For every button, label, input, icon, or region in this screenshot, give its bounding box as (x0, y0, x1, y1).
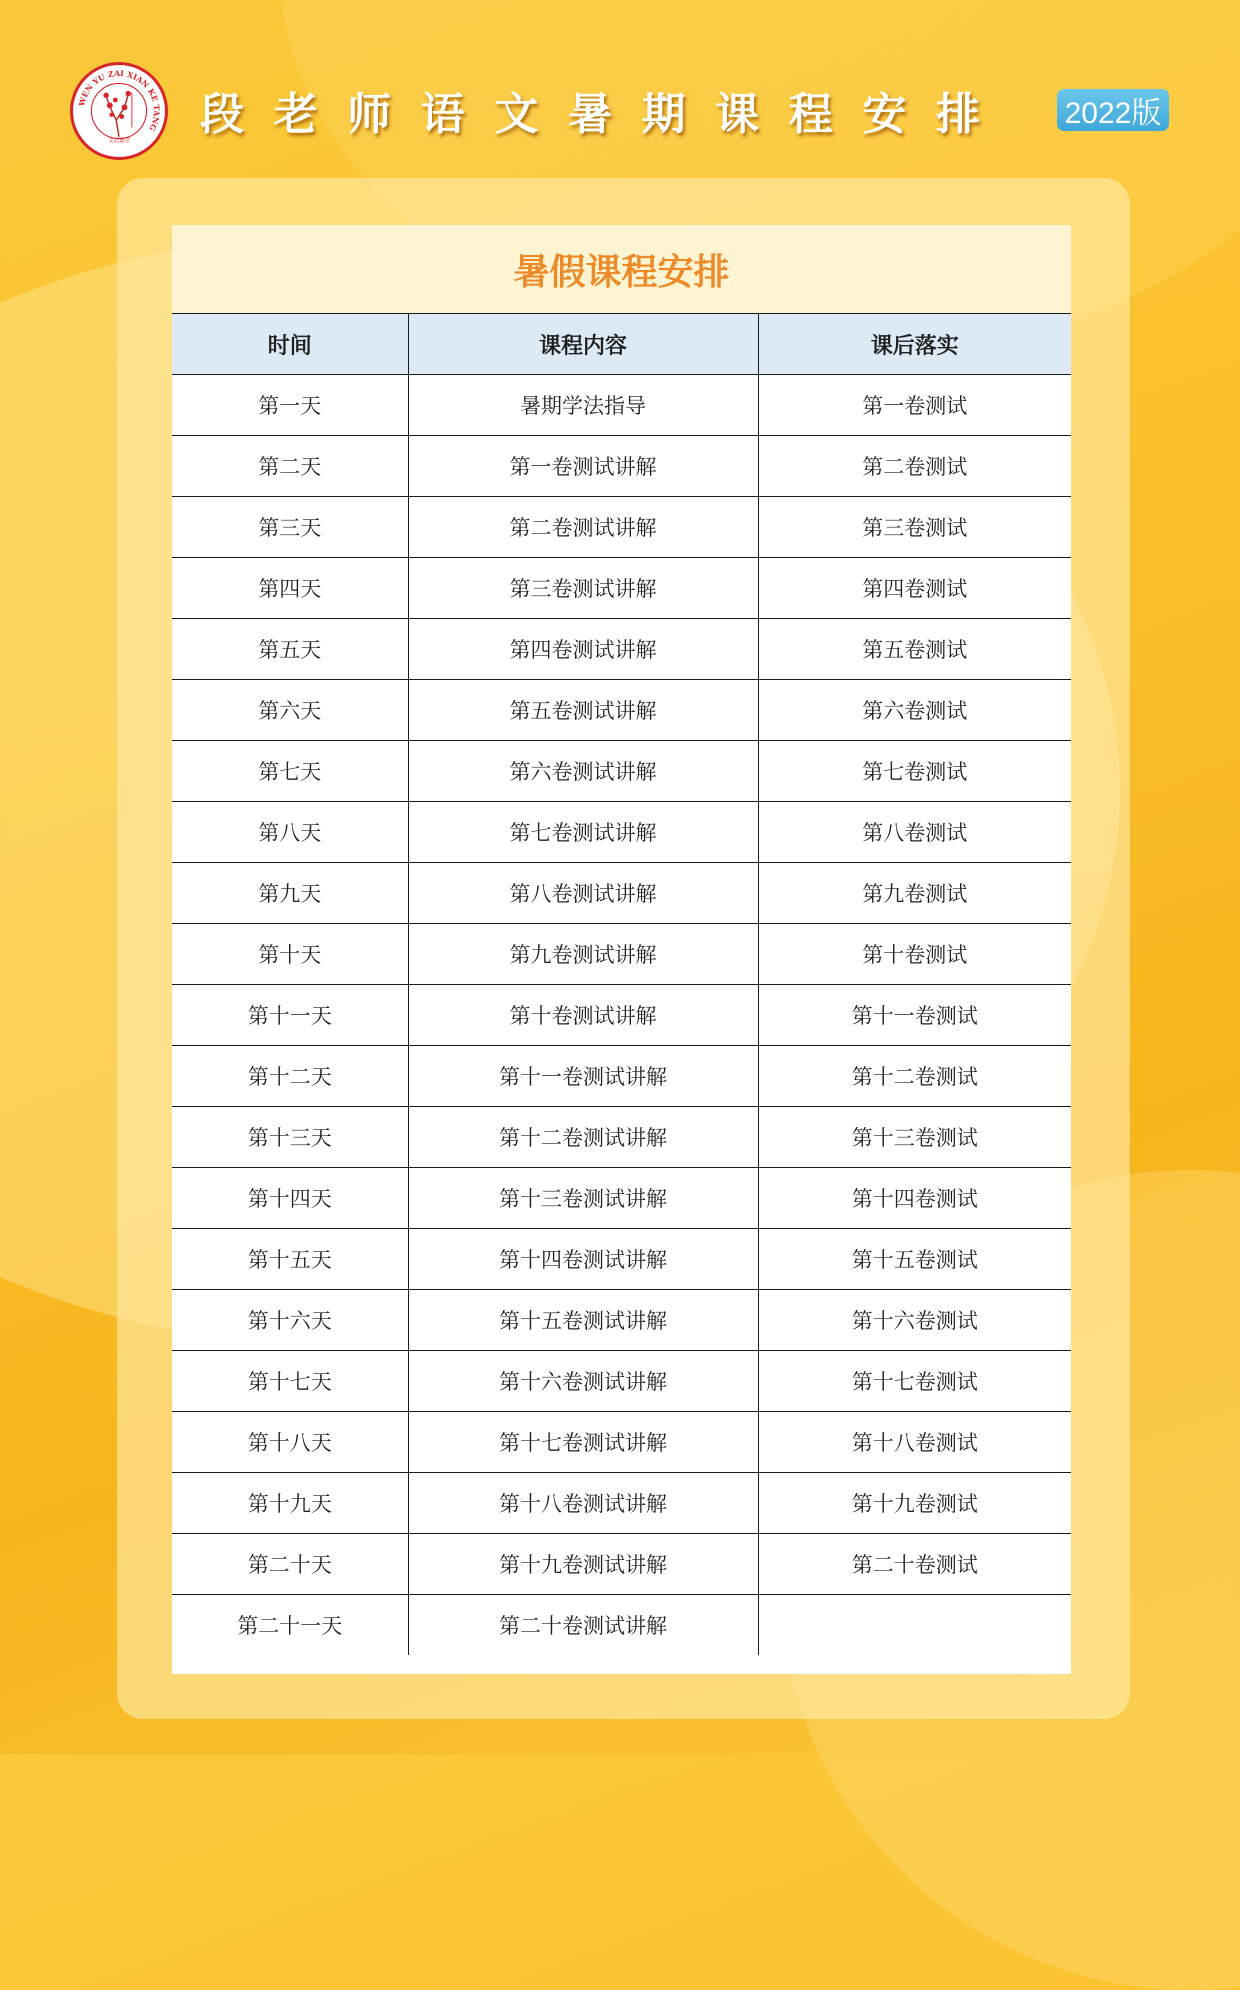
title-char: 师 (347, 89, 392, 140)
cell-time: 第七天 (172, 741, 408, 802)
table-row (172, 1412, 1071, 1473)
title-char: 课 (715, 89, 760, 140)
cell-time: 第二十天 (172, 1534, 408, 1595)
cell-time: 第二天 (172, 436, 408, 497)
title-char: 文 (494, 89, 539, 140)
cell-followup (758, 1595, 1071, 1656)
seal-logo (70, 62, 168, 160)
table-row (172, 1107, 1071, 1168)
schedule-table (172, 313, 1071, 1655)
table-row (172, 924, 1071, 985)
cell-course-content: 第十六卷测试讲解 (408, 1351, 758, 1412)
cell-course-content: 暑期学法指导 (408, 375, 758, 436)
cell-course-content: 第十七卷测试讲解 (408, 1412, 758, 1473)
cell-followup: 第六卷测试 (758, 680, 1071, 741)
cell-followup: 第十一卷测试 (758, 985, 1071, 1046)
cell-followup: 第二十卷测试 (758, 1534, 1071, 1595)
cell-followup: 第三卷测试 (758, 497, 1071, 558)
table-row (172, 1534, 1071, 1595)
table-row (172, 985, 1071, 1046)
cell-followup: 第八卷测试 (758, 802, 1071, 863)
title-char: 暑 (567, 89, 612, 140)
table-row (172, 1229, 1071, 1290)
cell-course-content: 第二十卷测试讲解 (408, 1595, 758, 1656)
cell-time: 第十八天 (172, 1412, 408, 1473)
table-row (172, 375, 1071, 436)
cell-time: 第五天 (172, 619, 408, 680)
cell-course-content: 第十一卷测试讲解 (408, 1046, 758, 1107)
cell-followup: 第十五卷测试 (758, 1229, 1071, 1290)
cell-course-content: 第五卷测试讲解 (408, 680, 758, 741)
cell-time: 第十九天 (172, 1473, 408, 1534)
cell-time: 第十二天 (172, 1046, 408, 1107)
title-char: 安 (862, 89, 907, 140)
cell-time: 第二十一天 (172, 1595, 408, 1656)
cell-followup: 第十四卷测试 (758, 1168, 1071, 1229)
table-row (172, 497, 1071, 558)
cell-course-content: 第八卷测试讲解 (408, 863, 758, 924)
table-row (172, 680, 1071, 741)
cell-time: 第十天 (172, 924, 408, 985)
schedule-caption: 暑假课程安排 (172, 225, 1071, 313)
cell-course-content: 第七卷测试讲解 (408, 802, 758, 863)
cell-time: 第六天 (172, 680, 408, 741)
cell-followup: 第二卷测试 (758, 436, 1071, 497)
cell-followup: 第十卷测试 (758, 924, 1071, 985)
cell-course-content: 第十八卷测试讲解 (408, 1473, 758, 1534)
cell-followup: 第十九卷测试 (758, 1473, 1071, 1534)
cell-time: 第四天 (172, 558, 408, 619)
cell-time: 第九天 (172, 863, 408, 924)
svg-text:WEN YU ZAI XIAN KE TANG (77, 69, 161, 133)
page-title (200, 78, 980, 142)
schedule-sheet (172, 225, 1071, 1674)
cell-time: 第十五天 (172, 1229, 408, 1290)
cell-followup: 第十七卷测试 (758, 1351, 1071, 1412)
column-header-followup: 课后落实 (758, 314, 1071, 375)
table-row (172, 1168, 1071, 1229)
table-row (172, 1473, 1071, 1534)
cell-time: 第十一天 (172, 985, 408, 1046)
cell-course-content: 第四卷测试讲解 (408, 619, 758, 680)
cell-followup: 第五卷测试 (758, 619, 1071, 680)
table-row (172, 741, 1071, 802)
table-row (172, 863, 1071, 924)
edition-badge: 2022版 (1057, 89, 1169, 131)
table-row (172, 558, 1071, 619)
cell-course-content: 第十五卷测试讲解 (408, 1290, 758, 1351)
cell-course-content: 第九卷测试讲解 (408, 924, 758, 985)
table-header-row (172, 314, 1071, 375)
table-row (172, 1046, 1071, 1107)
title-char: 排 (935, 89, 980, 140)
table-row (172, 1290, 1071, 1351)
cell-followup: 第十六卷测试 (758, 1290, 1071, 1351)
title-char: 语 (420, 89, 465, 140)
cell-course-content: 第十卷测试讲解 (408, 985, 758, 1046)
table-row (172, 802, 1071, 863)
cell-followup: 第一卷测试 (758, 375, 1071, 436)
cell-course-content: 第一卷测试讲解 (408, 436, 758, 497)
cell-time: 第十七天 (172, 1351, 408, 1412)
title-char: 老 (273, 89, 318, 140)
cell-course-content: 第三卷测试讲解 (408, 558, 758, 619)
cell-time: 第十六天 (172, 1290, 408, 1351)
table-row (172, 1351, 1071, 1412)
title-char: 程 (788, 89, 833, 140)
cell-time: 第十三天 (172, 1107, 408, 1168)
title-char: 段 (200, 89, 244, 140)
cell-course-content: 第六卷测试讲解 (408, 741, 758, 802)
cell-followup: 第九卷测试 (758, 863, 1071, 924)
cell-followup: 第四卷测试 (758, 558, 1071, 619)
table-row (172, 1595, 1071, 1656)
table-row (172, 436, 1071, 497)
cell-time: 第八天 (172, 802, 408, 863)
column-header-content: 课程内容 (408, 314, 758, 375)
logo-ring-text: WEN YU ZAI XIAN KE TANG (77, 68, 162, 133)
cell-followup: 第十八卷测试 (758, 1412, 1071, 1473)
cell-time: 第十四天 (172, 1168, 408, 1229)
cell-course-content: 第十二卷测试讲解 (408, 1107, 758, 1168)
logo-inner-text: 文语课堂 (107, 138, 131, 145)
cell-followup: 第十二卷测试 (758, 1046, 1071, 1107)
column-header-time: 时间 (172, 314, 408, 375)
cell-course-content: 第十九卷测试讲解 (408, 1534, 758, 1595)
plum-blossom-seal-icon (73, 65, 165, 157)
cell-time: 第一天 (172, 375, 408, 436)
cell-time: 第三天 (172, 497, 408, 558)
cell-followup: 第十三卷测试 (758, 1107, 1071, 1168)
title-char: 期 (641, 89, 686, 140)
cell-course-content: 第十四卷测试讲解 (408, 1229, 758, 1290)
cell-followup: 第七卷测试 (758, 741, 1071, 802)
cell-course-content: 第十三卷测试讲解 (408, 1168, 758, 1229)
table-row (172, 619, 1071, 680)
cell-course-content: 第二卷测试讲解 (408, 497, 758, 558)
